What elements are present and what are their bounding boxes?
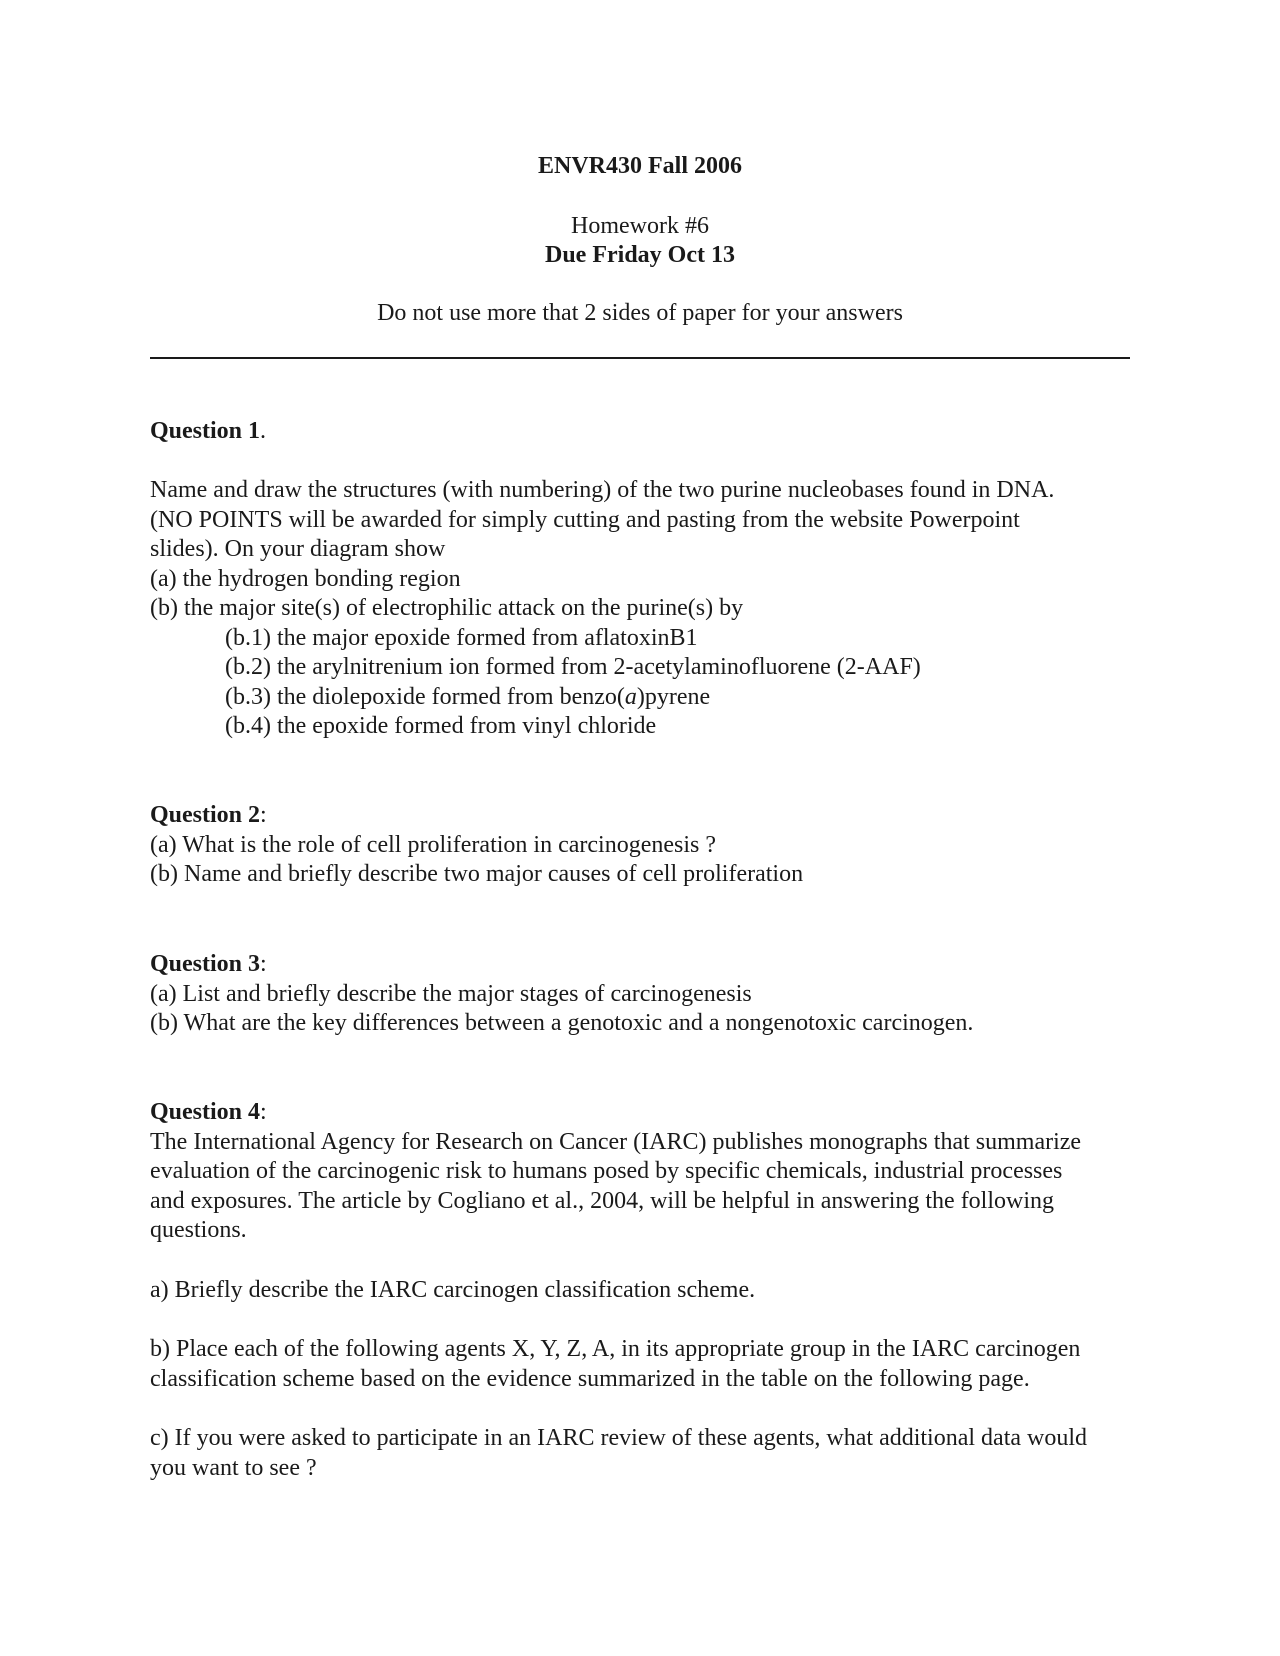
question-4 [150, 1098, 1140, 1246]
q3-part-a: (a) List and briefly describe the major stages of carcinogenesis [150, 980, 752, 1007]
q4-part-a [150, 1276, 1140, 1306]
question-3-punct: : [260, 951, 267, 977]
question-4-label: Question 4 [150, 1099, 261, 1125]
q1-line: Name and draw the structures (with numbering) of the two purine nucleobases found in DNA. [150, 477, 1055, 503]
q1-sub-b3 [150, 683, 1140, 713]
q3-part-b: (b) What are the key differences between a genotoxic and a nongenotoxic carcinogen. [150, 1010, 974, 1036]
question-2 [150, 801, 1140, 890]
question-1-heading [150, 417, 1140, 447]
q1-sub-b3-italic: a [624, 683, 637, 710]
q2-part-a: (a) What is the role of cell proliferation in carcinogenesis ? [150, 831, 716, 858]
question-1-body [150, 476, 1140, 742]
q1-sub-b2: (b.2) the arylnitrenium ion formed from 2-acetylaminofluorene (2-AAF) [225, 654, 921, 680]
q2-part-b: (b) Name and briefly describe two major causes of cell proliferation [150, 861, 804, 887]
q4-intro-line: questions. [150, 1217, 247, 1243]
question-1 [150, 417, 1140, 447]
question-2-heading [150, 801, 1140, 831]
due-date: Due Friday Oct 13 [545, 242, 735, 268]
q1-line: (a) the hydrogen bonding region [150, 565, 461, 592]
q4-part-c-line: you want to see ? [150, 1454, 317, 1481]
question-3-label: Question 3 [150, 951, 261, 977]
question-4-heading [150, 1098, 1140, 1128]
homework-number: Homework #6 [571, 213, 709, 239]
question-2-punct: : [260, 802, 267, 828]
question-1-label: Question 1 [150, 418, 261, 444]
q4-part-b-line: b) Place each of the following agents X, Y, Z, A, in its appropriate group in the IARC carcinogen [150, 1336, 1081, 1362]
q1-line: (b) the major site(s) of electrophilic attack on the purine(s) by [150, 595, 744, 621]
instruction-note: Do not use more that 2 sides of paper for your answers [377, 300, 903, 326]
q1-sub-b1: (b.1) the major epoxide formed from aflatoxinB1 [225, 624, 698, 651]
question-2-label: Question 2 [150, 802, 261, 828]
q4-part-c-line: c) If you were asked to participate in an IARC review of these agents, what additional data would [150, 1425, 1088, 1451]
question-3 [150, 950, 1140, 1039]
q4-part-a-text: a) Briefly describe the IARC carcinogen classification scheme. [150, 1277, 756, 1303]
q4-intro-line: evaluation of the carcinogenic risk to humans posed by specific chemicals, industrial processes [150, 1158, 1063, 1184]
horizontal-divider [150, 357, 1130, 359]
q4-part-b [150, 1335, 1140, 1394]
q4-intro-line: The International Agency for Research on Cancer (IARC) publishes monographs that summarize [150, 1128, 1082, 1155]
q1-sub-b4: (b.4) the epoxide formed from vinyl chloride [225, 713, 657, 739]
question-4-punct: : [260, 1099, 267, 1125]
q4-part-b-line: classification scheme based on the evidence summarized in the table on the following page. [150, 1365, 1030, 1392]
question-3-heading [150, 950, 1140, 980]
q1-sub-b3-pre: (b.3) the diolepoxide formed from benzo( [225, 683, 625, 710]
q4-part-c [150, 1424, 1140, 1483]
q4-intro-line: and exposures. The article by Cogliano et al., 2004, will be helpful in answering the following [150, 1187, 1055, 1214]
question-1-punct: . [260, 418, 267, 444]
q1-line: (NO POINTS will be awarded for simply cutting and pasting from the website Powerpoint [150, 506, 1020, 533]
q1-line: slides). On your diagram show [150, 536, 446, 562]
q1-sub-b3-post: )pyrene [636, 683, 711, 710]
course-title: ENVR430 Fall 2006 [538, 153, 742, 179]
